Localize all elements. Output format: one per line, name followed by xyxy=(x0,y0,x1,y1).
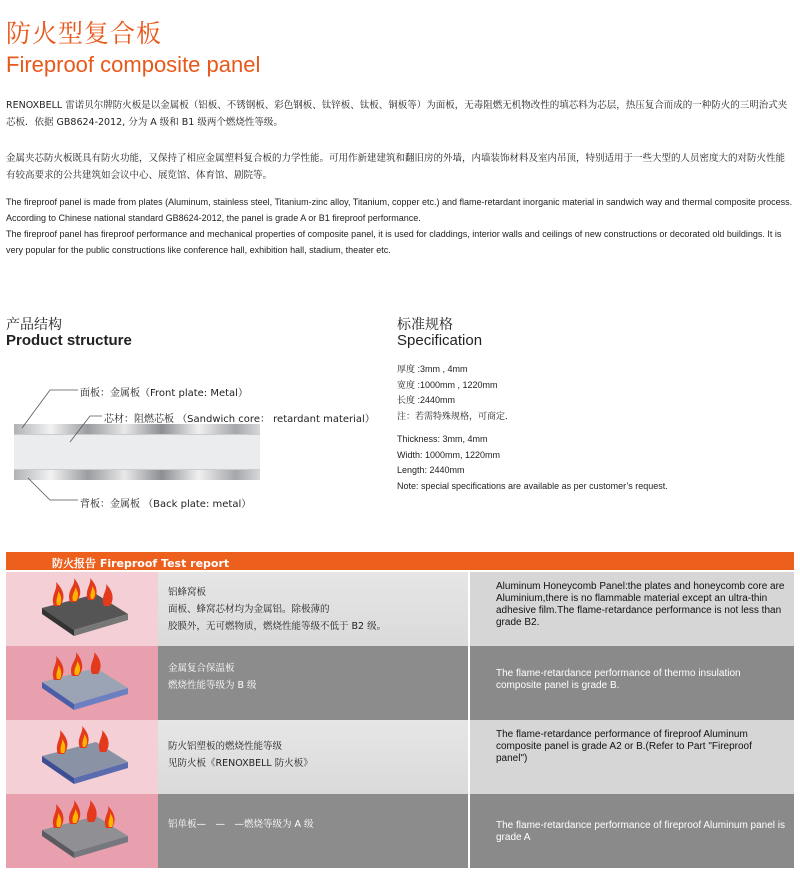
fire-test-image xyxy=(6,572,158,646)
fire-report-row xyxy=(6,572,794,646)
back-leader-line xyxy=(28,478,78,500)
core-label: 芯材：阻燃芯板 （Sandwich core： retardant material） xyxy=(104,414,375,425)
page-title-en: Fireproof composite panel xyxy=(6,52,261,77)
fire-report-title: 防火报告 Fireproof Test report xyxy=(52,557,230,570)
flame-icon xyxy=(36,652,132,714)
intro-paragraph-cn-2: 金属夹芯防火板既具有防火功能，又保持了相应金属塑料复合板的力学性能。可用作新建建筑和翻旧房的外墙，内墙装饰材料及室内吊顶，特别适用于一些大型的人员密度大的对防火性能有较高要求的公共建筑如会议中心、展览馆、体育馆、剧院等。 xyxy=(6,153,786,181)
spec-line: 宽度 :1000mm , 1220mm xyxy=(397,379,498,390)
fire-test-image xyxy=(6,794,158,868)
flame-icon xyxy=(36,800,132,862)
fire-report-row xyxy=(6,720,794,794)
spec-line: 注：若需特殊规格，可商定． xyxy=(397,410,515,421)
flame-icon xyxy=(36,578,132,640)
spec-line: Width: 1000mm, 1220mm xyxy=(397,449,501,460)
spec-line: Length: 2440mm xyxy=(397,465,465,475)
fire-report-row xyxy=(6,646,794,720)
intro-paragraph-cn-1: RENOXBELL 雷诺贝尔牌防火板是以金属板（铝板、不锈钢板、彩色钢板、钛锌板、钛板、铜板等）为面板，无毒阻燃无机物改性的填芯料为芯层，热压复合而成的一种防火的三明治式夹芯板．依据 GB8624-2012, 分为 A 级和 B1 级两个燃烧性等级。 xyxy=(6,100,788,128)
fire-report-row xyxy=(6,794,794,868)
front-leader-line xyxy=(22,390,78,428)
fire-test-image xyxy=(6,720,158,794)
row-cn-text: 金属复合保温板 燃烧性能等级为 B 级 xyxy=(168,663,257,691)
product-structure-title-cn: 产品结构 xyxy=(6,317,62,333)
back-plate-label: 背板：金属板 （Back plate: metal） xyxy=(80,499,252,510)
product-structure-title-en: Product structure xyxy=(6,332,132,349)
specification-title-cn: 标准规格 xyxy=(397,317,453,333)
row-cn-text: 防火铝塑板的燃烧性能等级 见防火板《RENOXBELL 防火板》 xyxy=(168,741,313,769)
intro-paragraph-en-1: The fireproof panel is made from plates (Aluminum, stainless steel, Titanium-zinc alloy, Titanium, copper etc.) and flame-retardant inorganic material in sandwich way and thermal composite process. According to Chinese national standard GB8624-2012, the panel is grade A or B1 fireproof performance. xyxy=(6,197,793,223)
specification-title-en: Specification xyxy=(397,332,483,349)
row-en-text: The flame-retardance performance of fireproof Aluminum panel is grade A xyxy=(496,820,786,843)
row-en-text: Aluminum Honeycomb Panel:the plates and honeycomb core are Aluminium,there is no flammable material except an ultra-thin adhesive film.The flame-retardance performance is not less than grade B2. xyxy=(496,581,785,628)
row-en-text: The flame-retardance performance of thermo insulation composite panel is grade B. xyxy=(496,668,741,691)
core-leader-line xyxy=(70,416,102,442)
fire-test-image xyxy=(6,646,158,720)
row-en-text: The flame-retardance performance of fireproof Aluminum composite panel is grade A2 or B.(Refer to Part "Fireproof panel") xyxy=(496,729,752,764)
spec-line: Thickness: 3mm, 4mm xyxy=(397,434,488,444)
spec-list-cn xyxy=(397,362,514,424)
flame-icon xyxy=(36,726,132,788)
front-plate-label: 面板：金属板（Front plate: Metal） xyxy=(80,388,248,399)
row-cn-text: 铝单板— — —燃烧等级为 A 级 xyxy=(168,819,314,830)
spec-line: Note: special specifications are available as per customer’s request. xyxy=(397,480,668,491)
spec-line: 厚度 :3mm , 4mm xyxy=(397,364,468,374)
intro-paragraph-en-2: The fireproof panel has fireproof performance and mechanical properties of composite panel, it is used for claddings, interior walls and ceilings of new constructions or decorated old buildings. It is very popular for the public constructions like conference hall, exhibition hall, stadium, theater etc. xyxy=(6,229,782,255)
spec-list-en xyxy=(397,432,668,494)
page-title-cn: 防火型复合板 xyxy=(6,19,163,48)
row-cn-text: 铝蜂窝板 面板、蜂窝芯材均为金属铝。除极薄的 胶膜外，无可燃物质，燃烧性能等级不低于 B2 级。 xyxy=(168,587,387,632)
spec-line: 长度 :2440mm xyxy=(397,395,456,405)
